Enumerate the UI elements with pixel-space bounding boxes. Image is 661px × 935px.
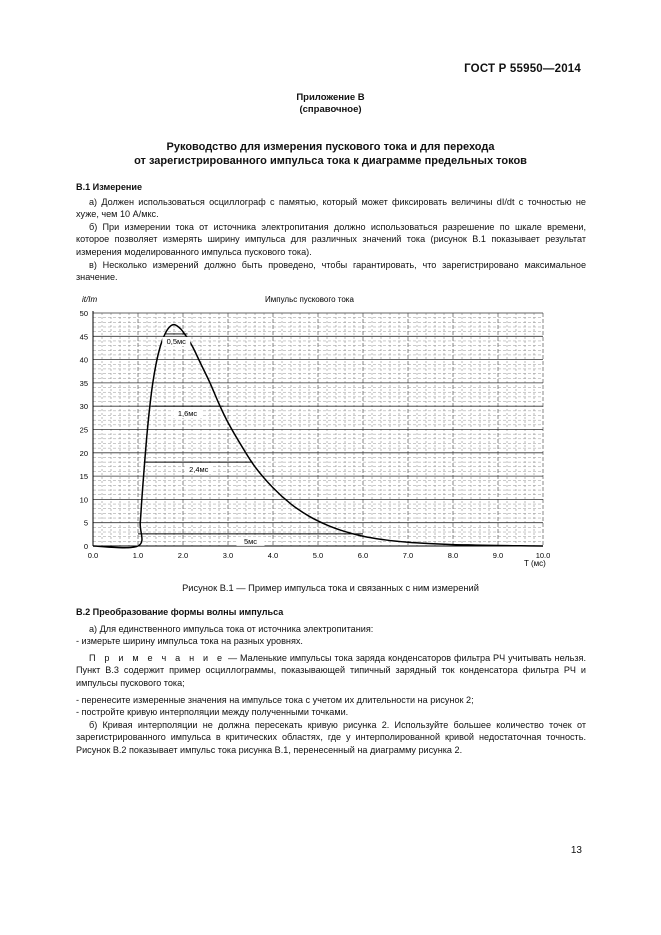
x-tick-label: 6.0	[357, 551, 369, 560]
x-tick-label: 9.0	[492, 551, 504, 560]
y-tick-label: 0	[83, 542, 88, 551]
x-tick-label: 3.0	[222, 551, 234, 560]
annotation-label: 1,6мс	[177, 409, 198, 419]
section-1-para-a: а) Должен использоваться осциллограф с памятью, который может фиксировать величины dI/dt с точностью не хуже, чем 10 А/мкс.	[76, 196, 586, 220]
title-line-2: от зарегистрированного импульса тока к диаграмме предельных токов	[134, 155, 527, 167]
chart-title: Импульс пускового тока	[265, 295, 354, 304]
chart-ylabel: it/Im	[82, 295, 98, 304]
standard-header: ГОСТ Р 55950—2014	[464, 63, 581, 75]
y-tick-label: 10	[79, 495, 88, 505]
x-tick-label: 7.0	[402, 551, 414, 560]
figure-caption: Рисунок В.1 — Пример импульса тока и связанных с ним измерений	[182, 583, 479, 593]
title-line-1: Руководство для измерения пускового тока и для перехода	[166, 141, 495, 153]
page-number: 13	[570, 845, 582, 856]
chart-xlabel: T (мс)	[524, 559, 546, 568]
y-tick-label: 20	[79, 448, 88, 458]
section-1	[76, 181, 586, 284]
y-tick-label: 25	[79, 425, 88, 435]
section-1-para-b: б) При измерении тока от источника электропитания должно использоваться разрешение по шкале времени, которое позволяет измерять ширину импульса для различных значений тока (рисунок В.1 показывает результат измерения моделированного импульса пускового тока).	[76, 221, 586, 257]
annotation-label: 5мс	[243, 536, 258, 546]
section-2	[76, 606, 586, 757]
document-title	[0, 140, 661, 168]
chart-annotations	[138, 334, 363, 546]
section-2-para-a: а) Для единственного импульса тока от источника электропитания:	[89, 623, 374, 634]
y-tick-label: 5	[83, 518, 88, 528]
x-tick-label: 5.0	[312, 551, 324, 560]
section-2-para-b: б) Кривая интерполяции не должна пересекать кривую рисунка 2. Используйте большее количество точек от зарегистрированного импульса в критических областях, где у интерполированной кривой недостаточная точность. Рисунок В.2 показывает импульс тока рисунка В.1, перенесенный на диаграмму рисунка 2.	[76, 719, 586, 755]
x-tick-label: 0.0	[87, 551, 99, 560]
x-tick-label: 10.0	[535, 551, 551, 560]
note-label: П р и м е ч а н и е	[89, 652, 226, 663]
section-2-item-1: - измерьте ширину импульса тока на разных уровнях.	[76, 636, 303, 647]
y-tick-label: 45	[79, 332, 88, 342]
section-2-heading: В.2 Преобразование формы волны импульса	[76, 607, 284, 617]
section-2-item-3: - постройте кривую интерполяции между полученными точками.	[76, 707, 349, 718]
y-tick-label: 40	[79, 355, 88, 365]
section-2-note	[76, 652, 586, 690]
x-tick-label: 2.0	[177, 551, 189, 560]
appendix-type: (справочное)	[299, 104, 362, 115]
y-tick-label: 30	[79, 402, 88, 412]
appendix-label: Приложение В	[296, 92, 365, 103]
section-1-para-c: в) Несколько измерений должно быть проведено, чтобы гарантировать, что зарегистрировано максимальное значение.	[76, 259, 586, 283]
annotation-label: 0,5мс	[166, 336, 186, 346]
note-text: — Маленькие импульсы тока заряда конденсаторов фильтра РЧ учитывать нельзя. Пункт В.3 содержит пример осциллограммы, показывающей типичный зарядный ток конденсатора фильтра РЧ и импульсы пускового тока;	[76, 652, 586, 688]
inrush-current-chart	[60, 290, 580, 575]
y-tick-label: 50	[79, 309, 88, 318]
x-tick-label: 8.0	[447, 551, 459, 560]
x-tick-label: 4.0	[267, 551, 279, 560]
y-tick-label: 15	[79, 472, 88, 482]
annotation-label: 2,4мс	[189, 465, 209, 475]
x-tick-label: 1.0	[132, 551, 144, 560]
section-2-item-2: - перенесите измеренные значения на импульсе тока с учетом их длительности на рисунок 2;	[76, 694, 474, 705]
y-tick-label: 35	[79, 378, 88, 388]
section-1-heading: В.1 Измерение	[76, 182, 143, 192]
